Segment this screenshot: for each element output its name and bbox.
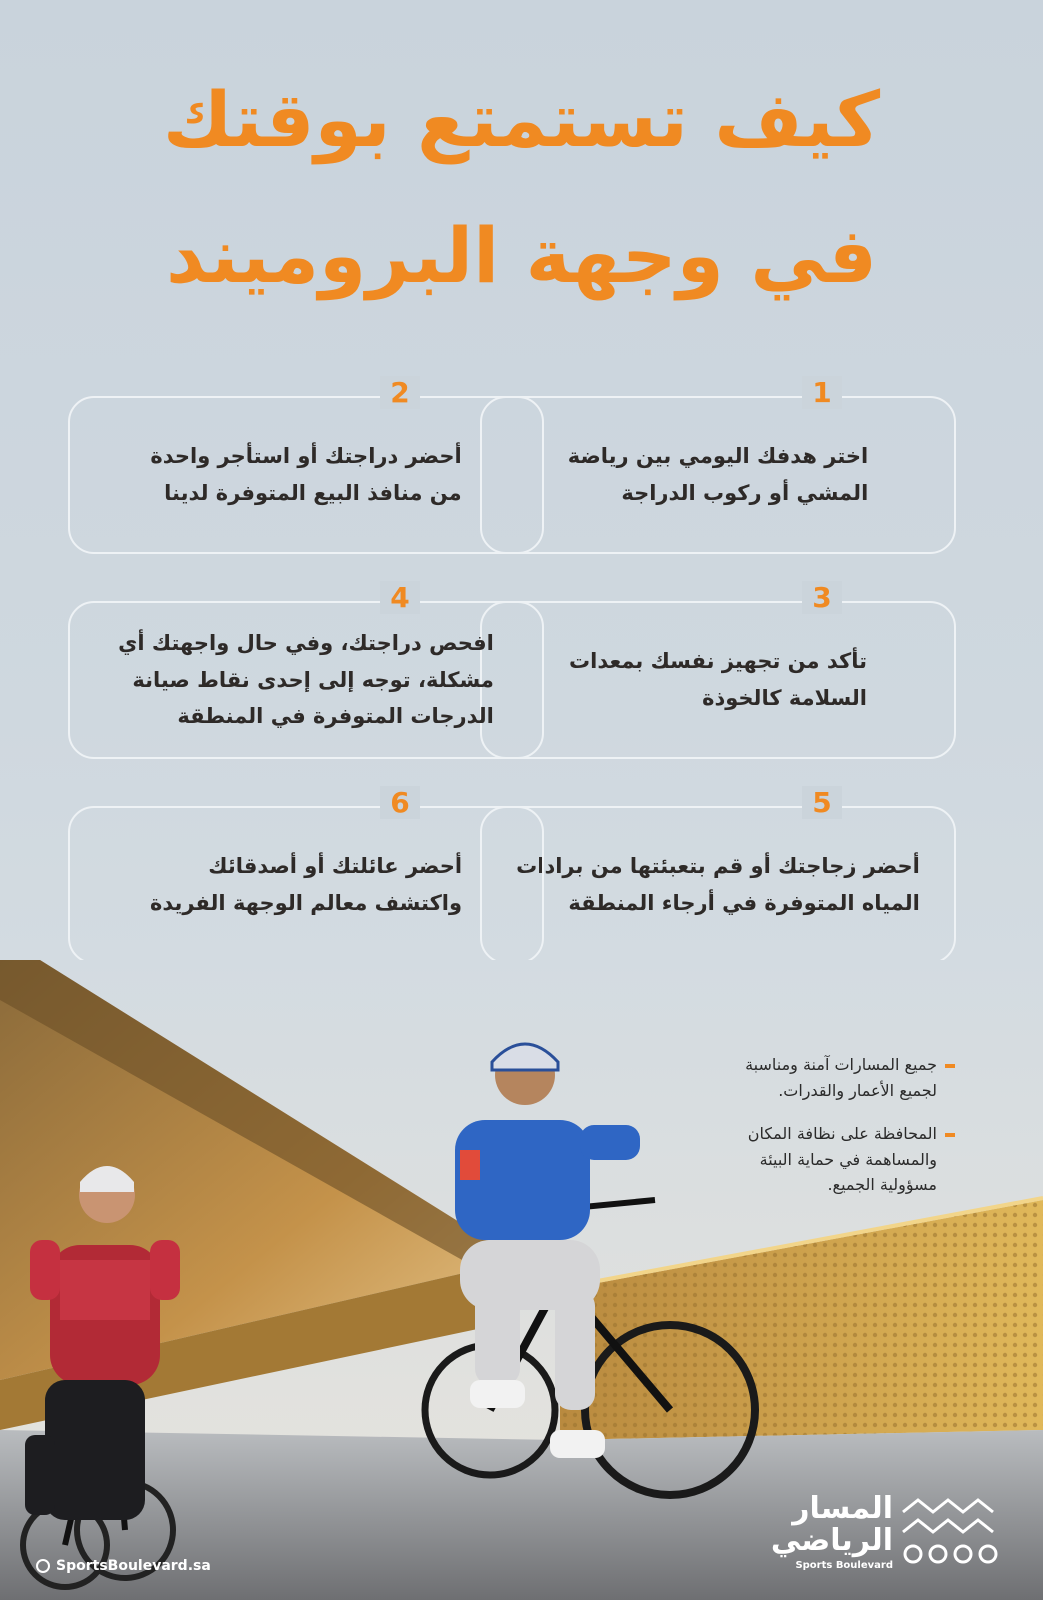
step-card-2 [68,376,544,554]
step-number: 2 [380,376,420,409]
bullet-dash-icon [945,1064,955,1068]
step-card-5 [480,786,956,964]
step-text: اختر هدفك اليومي بين رياضة المشي أو ركوب الدراجة [567,444,869,505]
website-text: SportsBoulevard.sa [56,1558,211,1574]
step-number: 4 [380,581,420,614]
step-number: 3 [802,581,842,614]
sports-boulevard-logo [757,1492,1013,1572]
note-text: المحافظة على نظافة المكان والمساهمة في حماية البيئة مسؤولية الجميع. [747,1124,937,1195]
note-item [695,1121,955,1198]
step-number: 1 [802,376,842,409]
logo-mark-icon [893,1492,1013,1572]
step-text: افحص دراجتك، وفي حال واجهتك أي مشكلة، توجه إلى إحدى نقاط صيانة الدرجات المتوفرة في المنطقة [118,630,494,729]
globe-icon [36,1559,50,1573]
step-text: أحضر دراجتك أو استأجر واحدة من منافذ البيع المتوفرة لدينا [150,444,462,505]
notes-list [695,1052,955,1216]
logo-arabic-text: المسار الرياضي [770,1491,893,1558]
page-title-line-2: في وجهة البروميند [166,211,877,300]
step-card-6 [68,786,544,964]
logo-english-text: Sports Boulevard [795,1560,893,1571]
step-text: أحضر عائلتك أو أصدقائك واكتشف معالم الوجهة الفريدة [149,854,463,915]
note-text: جميع المسارات آمنة ومناسبة لجميع الأعمار والقدرات. [745,1055,937,1100]
step-card-3 [480,581,956,759]
step-text: تأكد من تجهيز نفسك بمعدات السلامة كالخوذة [569,649,867,710]
step-number: 5 [802,786,842,819]
website-link[interactable] [36,1558,211,1574]
page-title-line-1: كيف تستمتع بوقتك [162,75,881,164]
step-card-1 [480,376,956,554]
note-item [695,1052,955,1103]
bullet-dash-icon [945,1133,955,1137]
step-number: 6 [380,786,420,819]
step-text: أحضر زجاجتك أو قم بتعبئتها من برادات المياه المتوفرة في أرجاء المنطقة [516,854,920,915]
step-card-4 [68,581,544,759]
